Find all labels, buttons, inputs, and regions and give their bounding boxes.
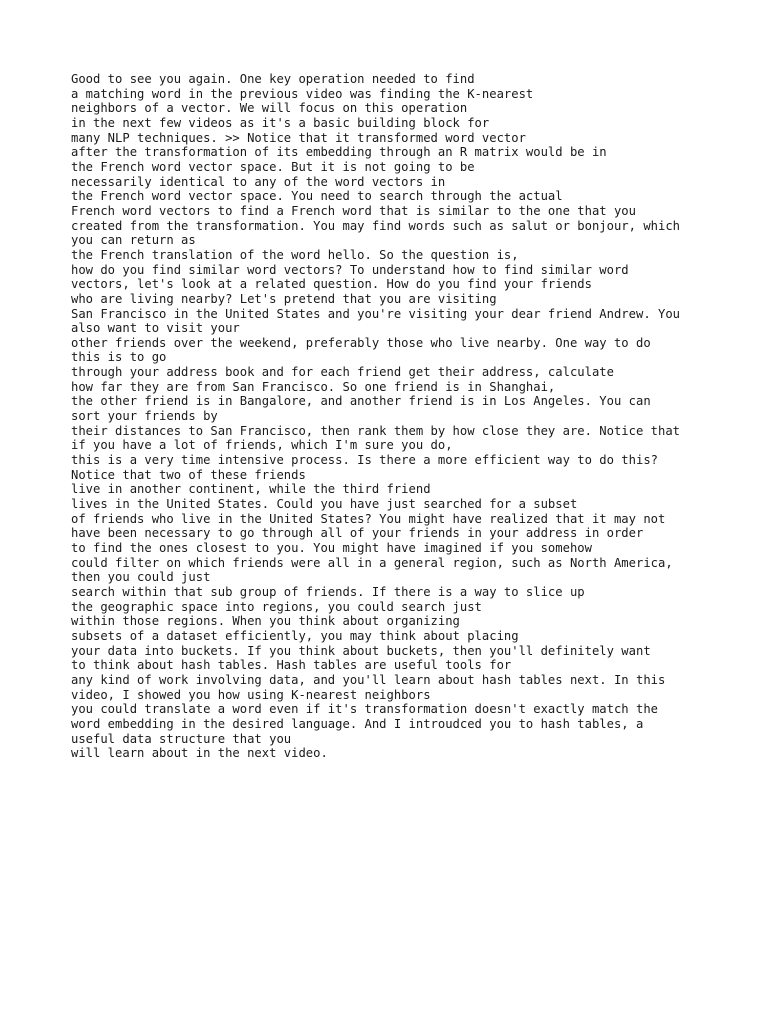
text-line: the French word vector space. You need to search through the actual [71, 189, 563, 204]
text-line: live in another continent, while the third friend [71, 482, 431, 497]
text-line: within those regions. When you think about organizing [71, 614, 460, 629]
text-line: search within that sub group of friends. If there is a way to slice up [71, 584, 585, 599]
text-line: this is to go [71, 350, 167, 365]
text-line: in the next few videos as it's a basic building block for [71, 115, 490, 130]
text-line: their distances to San Francisco, then rank them by how close they are. Notice that [71, 423, 681, 438]
text-line: to think about hash tables. Hash tables are useful tools for [71, 658, 512, 673]
text-line: have been necessary to go through all of your friends in your address in order [71, 526, 644, 541]
text-line: sort your friends by [71, 409, 218, 424]
text-line: you could translate a word even if it's transformation doesn't exactly match the [71, 702, 658, 717]
text-line: the geographic space into regions, you could search just [71, 599, 482, 614]
text-line: neighbors of a vector. We will focus on this operation [71, 101, 468, 116]
text-line: a matching word in the previous video was finding the K-nearest [71, 86, 534, 101]
text-line: if you have a lot of friends, which I'm sure you do, [71, 438, 453, 453]
text-line: of friends who live in the United States? You might have realized that it may not [71, 511, 666, 526]
text-line: Good to see you again. One key operation needed to find [71, 72, 475, 86]
transcript-text-block [71, 72, 711, 761]
text-line: vectors, let's look at a related question. How do you find your friends [71, 277, 592, 292]
text-line: other friends over the weekend, preferably those who live nearby. One way to do [71, 335, 651, 350]
text-line: then you could just [71, 570, 211, 585]
text-line: your data into buckets. If you think about buckets, then you'll definitely want [71, 643, 651, 658]
text-line: to find the ones closest to you. You might have imagined if you somehow [71, 541, 592, 555]
text-line: the French translation of the word hello. So the question is, [71, 247, 519, 262]
text-line: Notice that two of these friends [71, 467, 306, 482]
text-line: many NLP techniques. >> Notice that it transformed word vector [71, 130, 526, 145]
text-line: how far they are from San Francisco. So one friend is in Shanghai, [71, 379, 556, 394]
text-line: you can return as [71, 233, 196, 248]
text-line: necessarily identical to any of the word vectors in [71, 174, 446, 189]
text-line: San Francisco in the United States and you're visiting your dear friend Andrew. You [71, 306, 681, 321]
text-line: after the transformation of its embedding through an R matrix would be in [71, 145, 607, 160]
text-line: any kind of work involving data, and you'll learn about hash tables next. In this [71, 672, 666, 687]
text-line: could filter on which friends were all in a general region, such as North America, [71, 555, 673, 570]
text-line: through your address book and for each friend get their address, calculate [71, 365, 614, 380]
text-line: the other friend is in Bangalore, and another friend is in Los Angeles. You can [71, 394, 651, 409]
text-line: will learn about in the next video. [71, 746, 328, 761]
text-line: video, I showed you how using K-nearest neighbors [71, 687, 431, 702]
text-line: lives in the United States. Could you have just searched for a subset [71, 497, 578, 512]
text-line: the French word vector space. But it is not going to be [71, 159, 475, 174]
text-line: also want to visit your [71, 321, 240, 336]
text-line: who are living nearby? Let's pretend that you are visiting [71, 291, 497, 306]
text-line: useful data structure that you [71, 731, 292, 746]
text-line: French word vectors to find a French word that is similar to the one that you [71, 203, 636, 218]
text-line: subsets of a dataset efficiently, you may think about placing [71, 628, 519, 643]
text-line: created from the transformation. You may find words such as salut or bonjour, which [71, 218, 681, 233]
text-line: this is a very time intensive process. Is there a more efficient way to do this? [71, 453, 658, 468]
text-line: word embedding in the desired language. And I introudced you to hash tables, a [71, 716, 644, 731]
text-line: how do you find similar word vectors? To understand how to find similar word [71, 262, 629, 277]
